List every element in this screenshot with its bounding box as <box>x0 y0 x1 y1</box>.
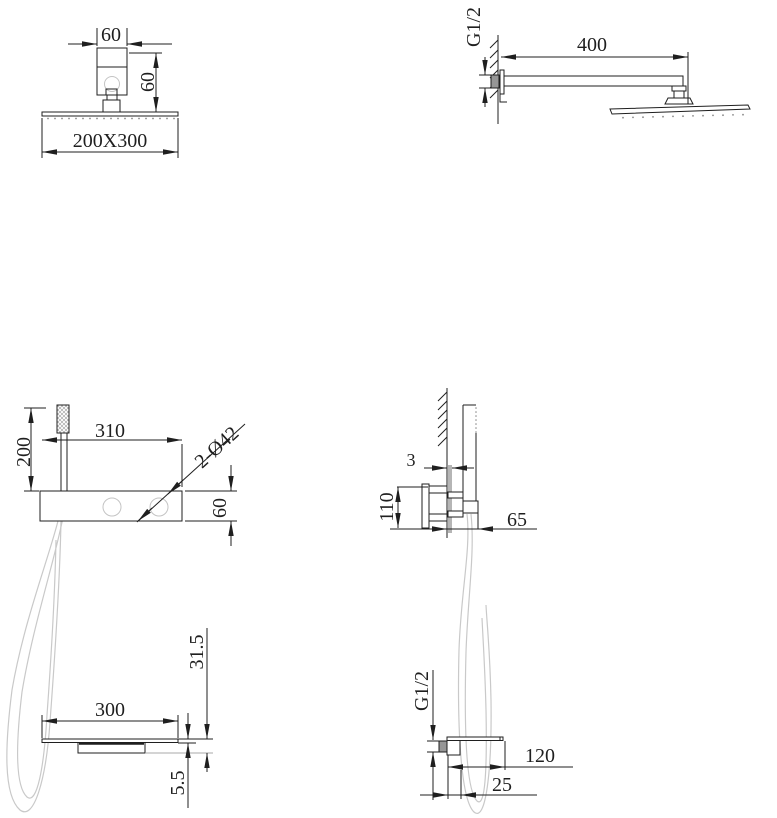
dim-label-spout-plate-thickness: 5.5 <box>167 770 189 796</box>
dim-head-size <box>42 118 178 158</box>
arm-wall-flange <box>500 70 504 94</box>
hand-shower-hose-side <box>459 514 492 813</box>
thread-connector-arm <box>491 75 499 88</box>
spout-plate-front <box>42 739 178 743</box>
flange-foot <box>500 94 507 102</box>
dim-label-drop-height: 60 <box>137 72 159 92</box>
spray-nozzle-dots-side <box>622 114 744 119</box>
dim-label-arm-length: 400 <box>577 34 607 56</box>
dim-valve-height <box>376 487 428 528</box>
dim-arm-thread <box>463 7 493 107</box>
spray-nozzle-dots <box>47 118 175 120</box>
dim-label-panel-depth: 65 <box>507 509 527 531</box>
in-wall-valve-body <box>422 484 447 528</box>
pipe-stub-bottom <box>448 511 463 517</box>
spout-plate-side <box>447 737 503 741</box>
dim-spout-thread <box>411 670 441 800</box>
thread-connector-spout <box>439 741 447 752</box>
dim-arm-length <box>501 34 688 104</box>
holder-side <box>463 501 478 513</box>
dim-label-handshower-height: 200 <box>13 437 35 467</box>
view-overhead-shower-front <box>42 24 178 158</box>
dim-drop-height <box>129 53 162 112</box>
arm-swivel <box>674 91 684 98</box>
wall-hatch-panel <box>438 392 447 446</box>
dim-label-spout-thread: G1/2 <box>411 671 433 711</box>
hand-shower-hose-front <box>7 517 63 812</box>
hand-shower-side <box>463 405 477 501</box>
dim-mount-width <box>68 24 172 46</box>
dim-spout-total-height <box>178 628 213 772</box>
dim-label-faceplate-thickness: 3 <box>406 450 416 470</box>
dim-label-arm-thread: G1/2 <box>463 7 485 47</box>
wall-hatch <box>490 40 498 98</box>
dim-label-spout-offset: 25 <box>492 774 512 796</box>
dim-spout-width <box>42 699 178 738</box>
pipe-stub-top <box>448 492 463 498</box>
shower-arm <box>504 76 683 86</box>
shower-head-plate-front <box>42 112 178 116</box>
dim-label-knob-holes: 2-Ø42 <box>190 422 244 473</box>
dim-label-spout-width: 300 <box>95 699 125 721</box>
ceiling-mount-box <box>97 48 127 95</box>
dim-panel-height <box>185 465 237 546</box>
dim-label-mount-width: 60 <box>101 24 121 46</box>
view-overhead-shower-side <box>463 7 750 124</box>
dim-faceplate-thickness <box>407 450 475 470</box>
hand-shower-head <box>57 405 69 433</box>
dim-spout-offset <box>420 770 537 799</box>
dim-label-spout-total-height: 31.5 <box>186 634 208 670</box>
dim-label-spout-reach: 120 <box>525 745 555 767</box>
shower-head-plate-side <box>610 105 750 114</box>
view-spout-side <box>411 670 573 800</box>
panel-faceplate-side <box>448 465 452 533</box>
dim-label-valve-height: 110 <box>376 492 398 522</box>
dim-label-panel-width: 310 <box>95 420 125 442</box>
dim-label-head-size: 200X300 <box>72 130 148 152</box>
dim-label-panel-height: 60 <box>209 498 231 518</box>
head-swivel-joint <box>103 100 120 112</box>
view-spout-front <box>42 628 213 808</box>
dim-handshower-height <box>13 408 46 491</box>
spout-body-side <box>447 740 460 755</box>
spray-face-dots <box>475 407 477 433</box>
mixer-panel <box>40 491 182 521</box>
